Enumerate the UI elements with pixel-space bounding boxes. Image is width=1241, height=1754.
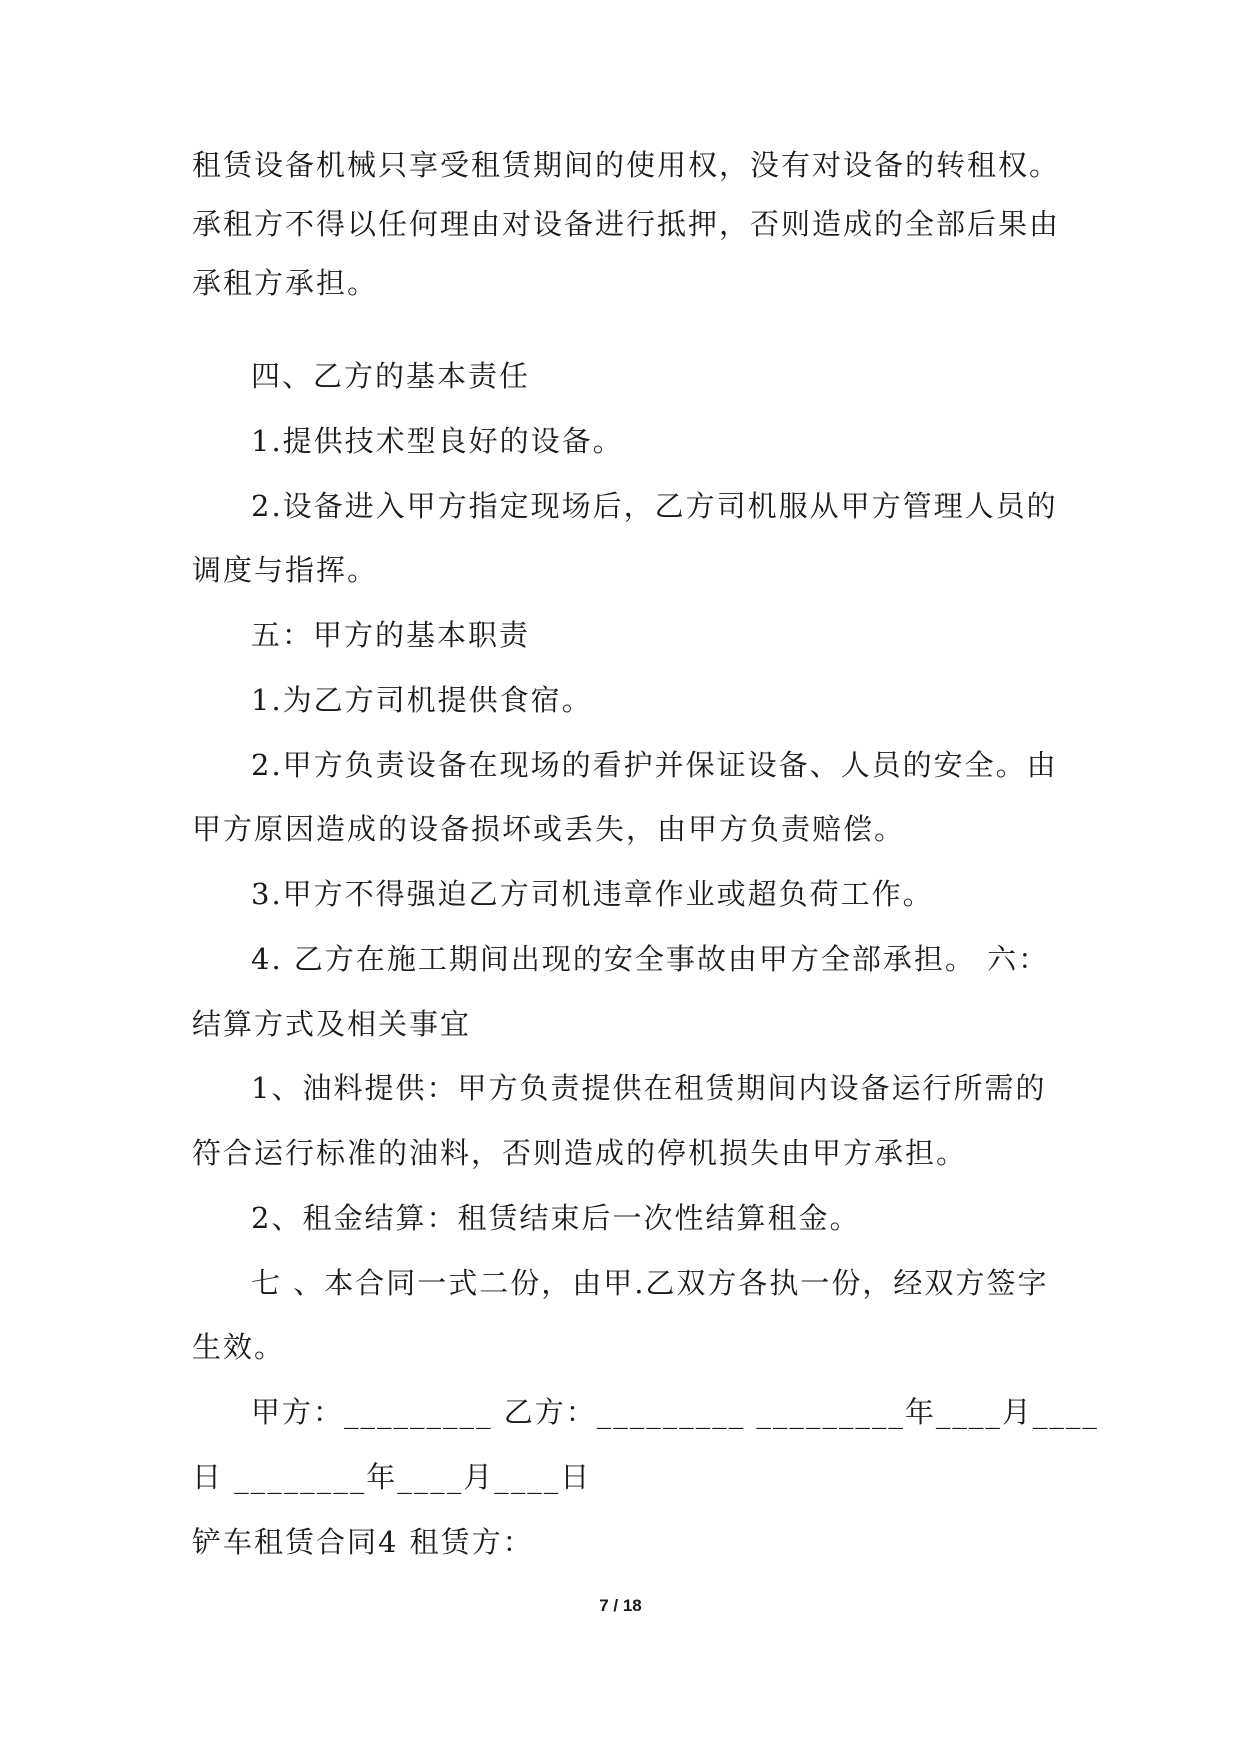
paragraph-line: 2.设备进入甲方指定现场后，乙方司机服从甲方管理人员的	[251, 489, 1058, 523]
signature-line: 日 ________年____月____日	[192, 1460, 592, 1494]
paragraph-line: 2.甲方负责设备在现场的看护并保证设备、人员的安全。由	[251, 748, 1058, 782]
paragraph-line: 4. 乙方在施工期间出现的安全事故由甲方全部承担。 六：	[251, 942, 1050, 976]
section-heading: 四、乙方的基本责任	[251, 359, 531, 393]
page-number: 7 / 18	[599, 1596, 642, 1615]
paragraph-line: 2、租金结算：租赁结束后一次性结算租金。	[251, 1201, 861, 1235]
paragraph-line: 承租方承担。	[192, 266, 379, 300]
paragraph-line: 1.为乙方司机提供食宿。	[251, 683, 593, 717]
paragraph-line: 承租方不得以任何理由对设备进行抵押，否则造成的全部后果由	[192, 207, 1061, 241]
next-contract-title: 铲车租赁合同4 租赁方：	[192, 1525, 534, 1559]
paragraph-line: 符合运行标准的油料，否则造成的停机损失由甲方承担。	[192, 1136, 968, 1170]
paragraph-line: 3.甲方不得强迫乙方司机违章作业或超负荷工作。	[251, 877, 934, 911]
section-heading: 结算方式及相关事宜	[192, 1007, 472, 1041]
paragraph-line: 1.提供技术型良好的设备。	[251, 424, 624, 458]
paragraph-line: 生效。	[192, 1330, 286, 1364]
paragraph-line: 租赁设备机械只享受租赁期间的使用权，没有对设备的转租权。	[192, 148, 1061, 182]
paragraph-line: 七 、本合同一式二份，由甲.乙双方各执一份，经双方签字	[251, 1266, 1049, 1300]
signature-line: 甲方：_________ 乙方：_________ _________年____月____	[251, 1395, 1099, 1429]
paragraph-line: 调度与指挥。	[192, 553, 379, 587]
paragraph-line: 1、油料提供：甲方负责提供在租赁期间内设备运行所需的	[251, 1071, 1047, 1105]
section-heading: 五：甲方的基本职责	[251, 618, 531, 652]
paragraph-line: 甲方原因造成的设备损坏或丢失，由甲方负责赔偿。	[192, 812, 906, 846]
